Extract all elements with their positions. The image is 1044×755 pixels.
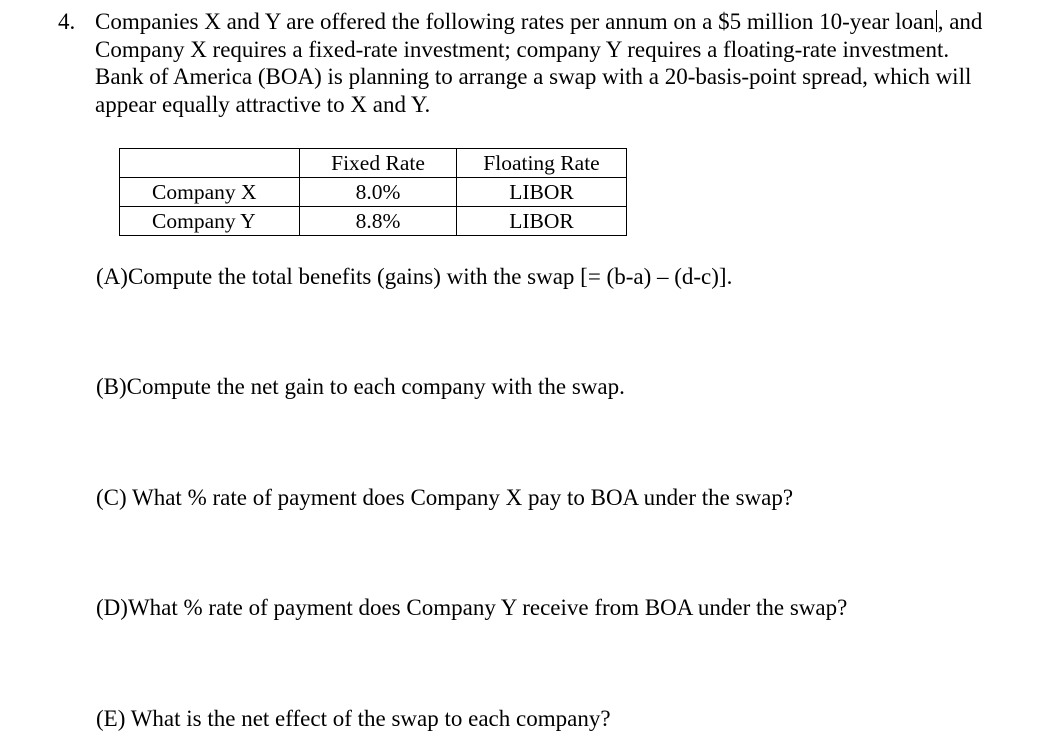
- table-row: [120, 207, 627, 236]
- part-e: [96, 705, 611, 732]
- part-a: [96, 263, 732, 290]
- question-text-part-2: , and Company X requires a fixed-rate investment; company Y requires a floating-rate investment. Bank of America (BOA) is planning to arrange a swap with a 20-basis-point spread, which will appear equally attractive to X and Y.: [95, 9, 983, 117]
- part-letter: (A): [96, 264, 128, 289]
- fixed-rate-cell: 8.8%: [300, 207, 457, 236]
- text-cursor: [936, 10, 937, 32]
- part-text: What % rate of payment does Company Y receive from BOA under the swap?: [127, 595, 848, 620]
- part-text: Compute the total benefits (gains) with the swap [= (b-a) – (d-c)].: [127, 264, 733, 289]
- floating-rate-cell: LIBOR: [457, 178, 627, 207]
- question-text-part-1: Companies X and Y are offered the following rates per annum on a $5 million 10-year loan: [95, 9, 935, 34]
- part-d: [96, 594, 847, 621]
- table-header-floating-rate: Floating Rate: [457, 149, 627, 178]
- table-header-fixed-rate: Fixed Rate: [300, 149, 457, 178]
- rates-table: [119, 148, 627, 236]
- part-c: [96, 484, 793, 511]
- part-text: What is the net effect of the swap to each company?: [125, 706, 611, 731]
- table-row: [120, 178, 627, 207]
- part-letter: (D): [96, 595, 128, 620]
- part-text: Compute the net gain to each company with the swap.: [126, 374, 625, 399]
- company-name-cell: Company Y: [120, 207, 300, 236]
- fixed-rate-cell: 8.0%: [300, 178, 457, 207]
- company-name-cell: Company X: [120, 178, 300, 207]
- part-text: What % rate of payment does Company X pay to BOA under the swap?: [126, 485, 794, 510]
- floating-rate-cell: LIBOR: [457, 207, 627, 236]
- question-4: [58, 8, 998, 118]
- part-letter: (C): [96, 485, 127, 510]
- part-letter: (E): [96, 706, 126, 731]
- question-text: [95, 8, 995, 118]
- part-b: [96, 373, 625, 400]
- table-header-blank: [120, 149, 300, 178]
- question-number: 4.: [58, 9, 76, 34]
- part-letter: (B): [96, 374, 127, 399]
- table-header-row: [120, 149, 627, 178]
